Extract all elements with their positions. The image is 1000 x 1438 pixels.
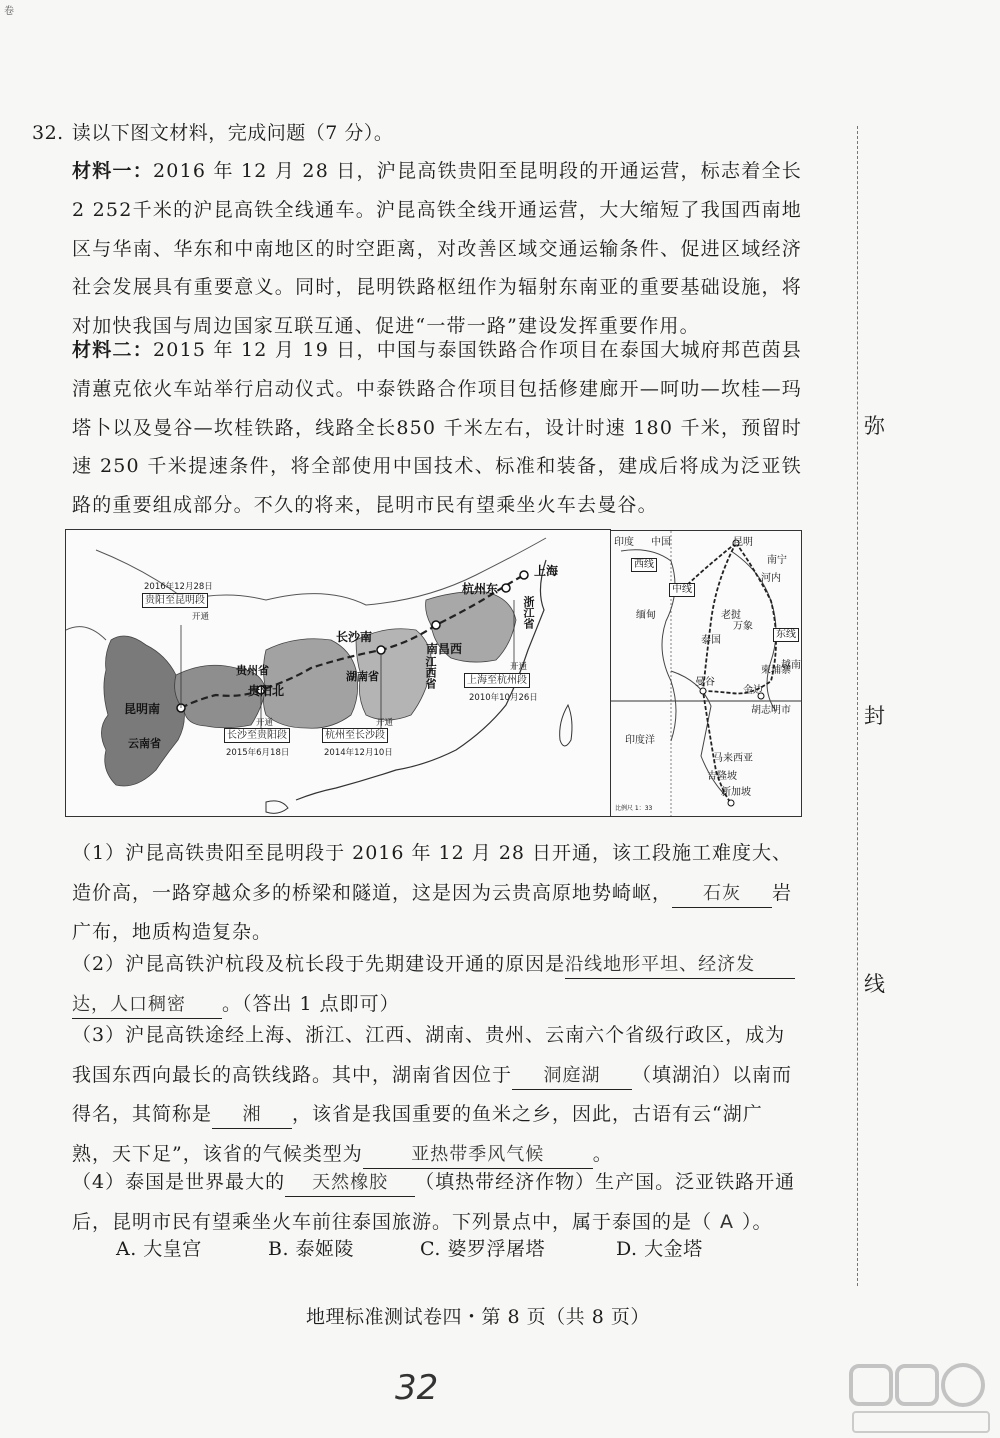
watermark-graphic: [845, 1362, 995, 1434]
q3-answer-abbreviation: 湘: [212, 1102, 292, 1129]
option-b: B. 泰姬陵: [268, 1238, 355, 1260]
material-two-text: 2015 年 12 月 19 日，中国与泰国铁路合作项目在泰国大城府邦芭茵县清蕙克依火车站举行启动仪式。中泰铁路合作项目包括修建廊开—呵叻—坎桂—玛塔卜以及曼谷—坎桂铁路，线路全长850 千米左右，设计时速 180 千米，预留时速 250 千米提速条件，将全部使用中国技术、标准和装备，建成后将成为泛亚铁路的重要组成部分。不久的将来，昆明市民有望乘坐火车去曼谷。: [72, 339, 802, 517]
city-changsha-south: 长沙南: [336, 630, 373, 644]
page-footer: 地理标准测试卷四・第 8 页（共 8 页）: [306, 1306, 650, 1328]
province-guizhou: 贵州省: [236, 664, 269, 677]
section-3-date: 2014年12月10日: [324, 748, 393, 758]
material-one: [72, 152, 802, 346]
inset-scale: 比例尺 1：33: [615, 805, 653, 812]
section-4-date: 2010年10月26日: [469, 693, 538, 703]
inset-indian-ocean: 印度洋: [625, 735, 655, 746]
seal-dashed-line: [857, 126, 858, 1286]
q3-text-b: （填湖泊）以南而得名，其简称是: [72, 1063, 793, 1125]
option-a: A. 大皇宫: [116, 1238, 202, 1260]
q1-text-b: 岩广布，地质构造复杂。: [72, 881, 793, 943]
inset-laos: 老挝: [721, 610, 741, 621]
sub-question-1: [72, 834, 802, 953]
sub-question-2: [72, 945, 802, 1024]
inset-west-line: 西线: [631, 558, 657, 572]
q3-text-c: ，该省是我国重要的鱼米之乡，因此，古语有云“湖广熟，天下足”，该省的气候类型为: [72, 1103, 763, 1165]
inset-vientiane: 万象: [733, 621, 753, 632]
pan-asia-railway-inset-map: [610, 530, 802, 817]
handwritten-page-number: 32: [395, 1368, 439, 1408]
seal-char-feng: 封: [864, 700, 885, 730]
material-two: [72, 331, 802, 525]
inset-malaysia: 马来西亚: [713, 753, 753, 764]
inset-myanmar: 缅甸: [636, 610, 656, 621]
inset-cambodia: 柬埔寨: [761, 665, 791, 676]
q4-text-c: ）。: [742, 1210, 773, 1233]
province-zhejiang: 浙江省: [522, 596, 535, 629]
section-2-status: 开通: [256, 718, 274, 728]
q1-text-a: （1）沪昆高铁贵阳至昆明段于 2016 年 12 月 28 日开通，该工段施工难度大、造价高，一路穿越众多的桥梁和隧道，这是因为云贵高原地势崎岖，: [72, 842, 793, 904]
inset-bangkok: 曼谷: [695, 677, 715, 688]
section-1-date: 2016年12月28日: [144, 582, 213, 592]
q4-answer-choice: A: [720, 1210, 735, 1233]
inset-vietnam: 越南: [781, 660, 801, 671]
section-4-status: 开通: [510, 662, 528, 672]
option-c: C. 婆罗浮屠塔: [420, 1238, 545, 1260]
inset-east-line: 东线: [773, 628, 799, 642]
q2-text-b: 。（答出 1 点即可）: [222, 992, 400, 1015]
city-shanghai: 上海: [534, 564, 559, 578]
city-hangzhou-east: 杭州东: [462, 582, 499, 596]
q3-text-d: 。: [592, 1142, 613, 1165]
city-kunming-south: 昆明南: [124, 702, 161, 716]
question-instruction: 读以下图文材料，完成问题（7 分）。: [71, 122, 394, 144]
material-one-text: 2016 年 12 月 28 日，沪昆高铁贵阳至昆明段的开通运营，标志着全长 2 252千米的沪昆高铁全线通车。沪昆高铁全线开通运营，大大缩短了我国西南地区与华南、华东和中南地区的时空距离，对改善区域交通运输条件、促进区域经济社会发展具有重要意义。同时，昆明铁路枢纽作为辐射东南亚的重要基础设施，将对加快我国与周边国家互联互通、促进“一带一路”建设发挥重要作用。: [72, 160, 802, 338]
section-1-status: 开通: [192, 612, 210, 622]
inset-singapore: 新加坡: [721, 787, 751, 798]
material-two-label: 材料二：: [72, 339, 154, 361]
q3-text-a: （3）沪昆高铁途经上海、浙江、江西、湖南、贵州、云南六个省级行政区，成为我国东西向最长的高铁线路。其中，湖南省因位于: [72, 1024, 786, 1086]
inset-hanoi: 河内: [761, 573, 781, 584]
corner-mark: 卷: [4, 6, 14, 17]
inset-india: 印度: [614, 537, 634, 548]
city-guiyang-north: 贵阳北: [248, 684, 285, 698]
material-one-label: 材料一：: [72, 160, 154, 182]
province-hunan: 湖南省: [346, 670, 379, 683]
inset-thailand: 泰国: [701, 635, 721, 646]
inset-nanning: 南宁: [767, 555, 787, 566]
railway-route-map: [65, 529, 611, 817]
sub-question-3: [72, 1016, 802, 1174]
site-watermark-logo: [845, 1362, 995, 1434]
seal-char-mi: 弥: [864, 410, 885, 440]
q2-text-a: （2）沪昆高铁沪杭段及杭长段于先期建设开通的原因是: [72, 953, 566, 975]
section-3-name: 杭州至长沙段: [322, 728, 388, 743]
inset-kuala-lumpur: 吉隆坡: [707, 771, 737, 782]
seal-char-xian: 线: [864, 968, 885, 998]
q2-answer-blank-b: 达，人口稠密: [72, 992, 222, 1019]
q2-answer-blank-a: 沿线地形平坦、经济发: [565, 952, 795, 979]
q1-answer-blank: 石灰: [672, 881, 772, 908]
sub-question-4: [72, 1163, 802, 1242]
option-d: D. 大金塔: [616, 1238, 703, 1260]
section-4-name: 上海至杭州段: [464, 673, 530, 688]
question-number: 32.: [32, 122, 64, 144]
section-2-name: 长沙至贵阳段: [224, 728, 290, 743]
inset-china: 中国: [651, 537, 671, 548]
city-nanchang-west: 南昌西: [426, 642, 463, 656]
inset-phnom-penh: 金边: [743, 685, 763, 696]
section-1-name: 贵阳至昆明段: [142, 593, 208, 608]
q4-text-a: （4）泰国是世界最大的: [72, 1171, 286, 1193]
province-yunnan: 云南省: [128, 737, 161, 750]
section-2-date: 2015年6月18日: [226, 748, 290, 758]
province-jiangxi: 江西省: [424, 656, 437, 689]
q4-answer-crop: 天然橡胶: [285, 1170, 415, 1197]
inset-kunming: 昆明: [733, 537, 753, 548]
inset-middle-line: 中线: [669, 583, 695, 597]
question-title: [32, 118, 393, 145]
section-3-status: 开通: [376, 718, 394, 728]
inset-ho-chi-minh: 胡志明市: [751, 705, 791, 716]
q3-answer-lake: 洞庭湖: [512, 1063, 632, 1090]
q3-answer-climate: 亚热带季风气候: [363, 1142, 593, 1169]
q4-text-b: （填热带经济作物）生产国。泛亚铁路开通后，昆明市民有望乘坐火车前往泰国旅游。下列景点中，属于泰国的是（: [72, 1171, 796, 1233]
